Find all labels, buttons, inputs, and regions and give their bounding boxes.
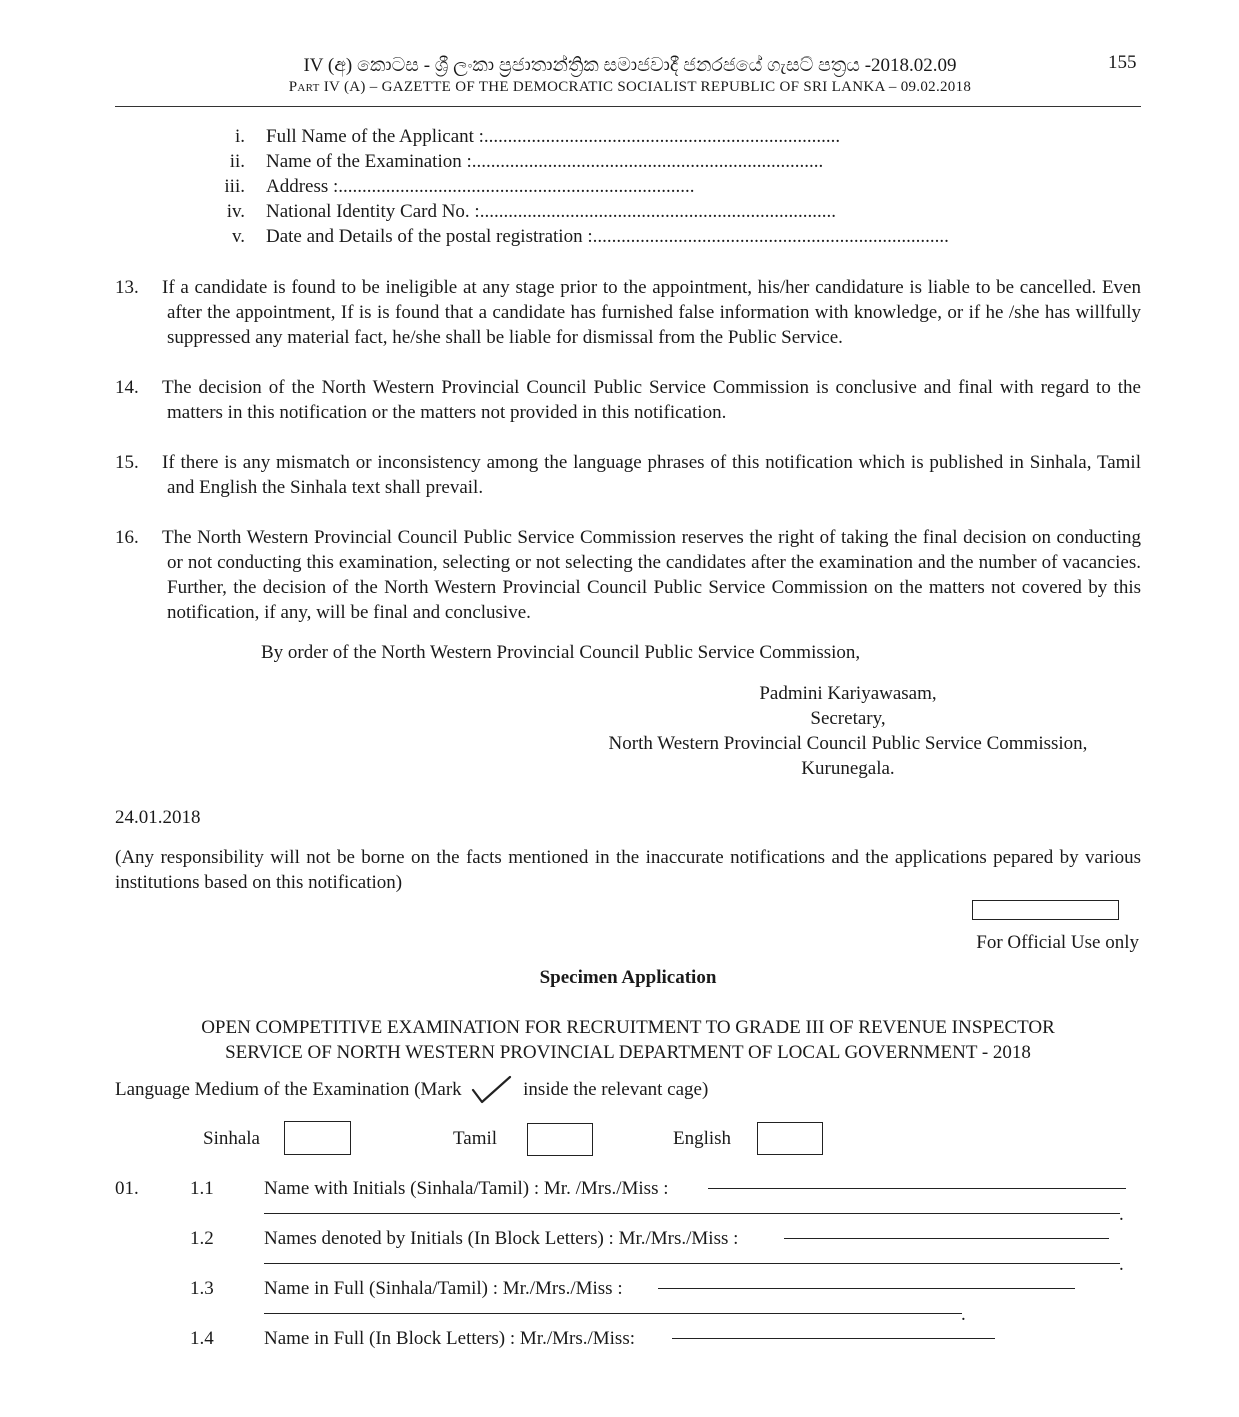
field-input-line[interactable]: [672, 1338, 995, 1339]
paragraph-14: [115, 375, 1141, 425]
field-input-line[interactable]: [784, 1238, 1109, 1239]
language-option-english-label: English: [673, 1128, 732, 1149]
order-line: By order of the North Western Provincial Council Public Service Commission,: [261, 642, 861, 663]
field-number: 1.3: [190, 1278, 214, 1299]
language-option-tamil-box[interactable]: [527, 1123, 593, 1156]
list-item-text: Name of the Examination :..........................................................................: [266, 151, 824, 172]
notice-date: 24.01.2018: [115, 807, 201, 828]
page-number: 155: [1108, 52, 1137, 73]
field-input-line[interactable]: [264, 1313, 962, 1314]
line-end-dot: .: [961, 1304, 966, 1325]
field-label: Name with Initials (Sinhala/Tamil) : Mr. /Mrs./Miss :: [264, 1178, 669, 1199]
field-label: Names denoted by Initials (In Block Letters) : Mr./Mrs./Miss :: [264, 1228, 739, 1249]
field-number: 1.1: [190, 1178, 214, 1199]
paragraph-16: [115, 525, 1141, 625]
list-item-text: National Identity Card No. :...........................................................................: [266, 201, 836, 222]
language-medium-instruction: [115, 1075, 708, 1105]
field-input-line[interactable]: [708, 1188, 1126, 1189]
field-label: Name in Full (Sinhala/Tamil) : Mr./Mrs./Miss :: [264, 1278, 623, 1299]
field-input-line[interactable]: [264, 1263, 1120, 1264]
paragraph-text: If a candidate is found to be ineligible at any stage prior to the appointment, his/her candidature is liable to be cancelled. Even after the appointment, If is is found that a candidate has furnished false information with knowledge, or if he /she has willfully suppressed any material fact, he/she shall be liable for dismissal from the Public Service.: [162, 277, 1141, 348]
form-section-number: 01.: [115, 1178, 139, 1199]
field-number: 1.2: [190, 1228, 214, 1249]
signatory-place: Kurunegala.: [801, 758, 895, 779]
field-label: Name in Full (In Block Letters) : Mr./Mrs./Miss:: [264, 1328, 636, 1349]
paragraph-number: 15.: [115, 452, 139, 473]
list-item-number: iv.: [226, 201, 245, 222]
paragraph-text: If there is any mismatch or inconsistency among the language phrases of this notification which is published in Sinhala, Tamil and English the Sinhala text shall prevail.: [162, 452, 1141, 498]
list-item-text: Full Name of the Applicant :...........................................................................: [266, 126, 841, 147]
field-input-line[interactable]: [658, 1288, 1075, 1289]
list-item-number: iii.: [224, 176, 245, 197]
list-item-text: Address :...........................................................................: [266, 176, 695, 197]
signatory-name: Padmini Kariyawasam,: [759, 683, 937, 704]
signatory-title: Secretary,: [810, 708, 886, 729]
signatory-org: North Western Provincial Council Public Service Commission,: [608, 733, 1088, 754]
list-item-number: ii.: [229, 151, 245, 172]
paragraph-15: [115, 450, 1141, 500]
language-option-tamil-label: Tamil: [453, 1128, 498, 1149]
line-end-dot: .: [1119, 1254, 1124, 1275]
language-option-sinhala-label: Sinhala: [203, 1128, 260, 1149]
english-header-title: [0, 79, 1239, 96]
official-use-label: For Official Use only: [976, 932, 1139, 953]
exam-title-line-2: SERVICE OF NORTH WESTERN PROVINCIAL DEPARTMENT OF LOCAL GOVERNMENT - 2018: [225, 1042, 1031, 1063]
line-end-dot: .: [1119, 1204, 1124, 1225]
english-title-text: IV (A) – GAZETTE OF THE DEMOCRATIC SOCIALIST REPUBLIC OF SRI LANKA – 09.02.2018: [323, 79, 972, 95]
language-option-sinhala-box[interactable]: [284, 1121, 351, 1155]
list-item-text: Date and Details of the postal registration :...........................................................................: [266, 226, 949, 247]
paragraph-number: 13.: [115, 277, 139, 298]
language-medium-suffix: inside the relevant cage): [523, 1079, 709, 1100]
paragraph-text: The decision of the North Western Provincial Council Public Service Commission is conclusive and final with regard to the matters in this notification or the matters not provided in this notification.: [162, 377, 1141, 423]
language-option-english-box[interactable]: [757, 1122, 823, 1155]
exam-title-line-1: OPEN COMPETITIVE EXAMINATION FOR RECRUITMENT TO GRADE III OF REVENUE INSPECTOR: [201, 1017, 1055, 1038]
paragraph-text: The North Western Provincial Council Public Service Commission reserves the right of taking the final decision on conducting or not conducting this examination, selecting or not selecting the candidates after the examination and the number of vacancies. Further, the decision of the North Western Provincial Council Public Service Commission on the matters not covered by this notification, if any, will be final and conclusive.: [162, 527, 1141, 623]
field-input-line[interactable]: [264, 1213, 1120, 1214]
field-number: 1.4: [190, 1328, 214, 1349]
paragraph-number: 16.: [115, 527, 139, 548]
check-mark-icon: [470, 1075, 514, 1105]
specimen-title: Specimen Application: [539, 967, 717, 988]
list-item-number: i.: [234, 126, 245, 147]
sinhala-header-title: IV (අ) කොටස - ශ්‍රී ලංකා ප්‍රජාතාන්ත්‍රික සමාජවාදී ජනරජයේ ගැසට් පත්‍රය -2018.02.09: [303, 55, 957, 76]
paragraph-number: 14.: [115, 377, 139, 398]
header-rule: [115, 106, 1141, 107]
paragraph-13: [115, 275, 1141, 350]
list-item-number: v.: [231, 226, 245, 247]
official-use-box: [972, 900, 1119, 920]
disclaimer: (Any responsibility will not be borne on the facts mentioned in the inaccurate notifications and the applications pepared by various institutions based on this notification): [115, 847, 1141, 893]
part-label: Part: [288, 79, 320, 95]
language-medium-prefix: Language Medium of the Examination (Mark: [115, 1079, 462, 1100]
